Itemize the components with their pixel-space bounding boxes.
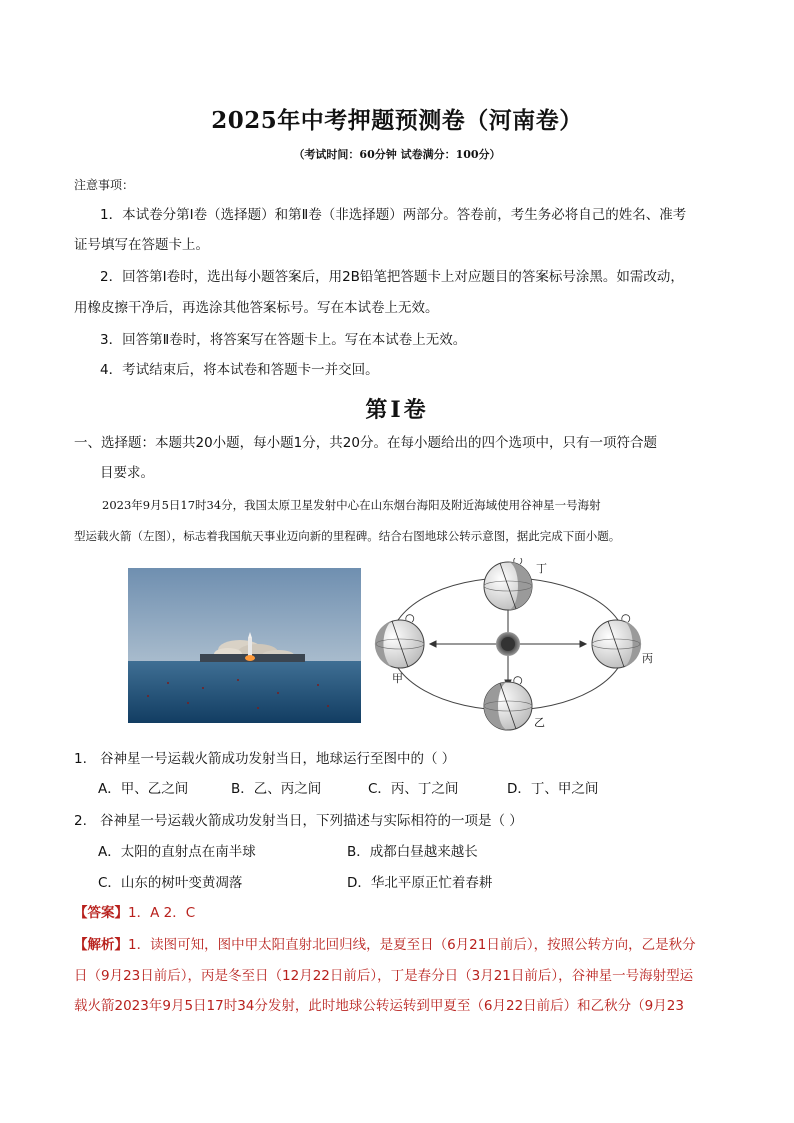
label-left: 甲 xyxy=(392,672,403,685)
question-stem: 谷神星一号运载火箭成功发射当日，地球运行至图中的（ ） xyxy=(100,751,456,767)
section-intro: 一、选择题：本题共20小题，每小题1分，共20分。在每小题给出的四个选项中，只有一项符合题 xyxy=(74,435,657,451)
label-right: 丙 xyxy=(642,652,653,665)
question-stem: 谷神星一号运载火箭成功发射当日，下列描述与实际相符的一项是（ ） xyxy=(100,813,523,829)
exam-info: （考试时间：60分钟 试卷满分：100分） xyxy=(293,148,501,161)
question-number: 1. xyxy=(74,751,87,767)
globe-right xyxy=(592,620,641,668)
notice-item: 1．本试卷分第Ⅰ卷（选择题）和第Ⅱ卷（非选择题）两部分。答卷前，考生务必将自己的姓名、准考 xyxy=(100,207,687,223)
globe-top xyxy=(484,562,532,610)
answer-block xyxy=(74,903,195,923)
option-b: B．成都白昼越来越长 xyxy=(347,844,478,860)
earth-orbit-diagram xyxy=(368,558,668,743)
answer-text: 1．A 2．C xyxy=(128,905,196,921)
label-top: 丁 xyxy=(536,562,547,575)
option-d: D．丁、甲之间 xyxy=(507,781,599,797)
notice-item: 4．考试结束后，将本试卷和答题卡一并交回。 xyxy=(100,362,379,378)
page-title: 2025年中考押题预测卷（河南卷） xyxy=(211,107,583,134)
question-number: 2. xyxy=(74,813,87,829)
section-intro: 目要求。 xyxy=(100,465,154,481)
notice-item: 2．回答第Ⅰ卷时，选出每小题答案后，用2B铅笔把答题卡上对应题目的答案标号涂黑。如需改动， xyxy=(100,269,684,285)
analysis-text: 1．读图可知，图中甲太阳直射北回归线，是夏至日（6月21日前后），按照公转方向，乙是秋分 xyxy=(128,937,696,953)
answer-label: 【答案】 xyxy=(74,905,128,921)
section-title: 第Ⅰ卷 xyxy=(365,397,429,423)
option-a: A．甲、乙之间 xyxy=(98,781,189,797)
option-d: D．华北平原正忙着春耕 xyxy=(347,875,493,891)
notice-item: 3．回答第Ⅱ卷时，将答案写在答题卡上。写在本试卷上无效。 xyxy=(100,332,467,348)
analysis-label: 【解析】 xyxy=(74,937,128,953)
notice-item: 用橡皮擦干净后，再选涂其他答案标号。写在本试卷上无效。 xyxy=(74,300,439,316)
analysis-line xyxy=(74,935,696,955)
option-b: B．乙、丙之间 xyxy=(231,781,322,797)
option-a: A．太阳的直射点在南半球 xyxy=(98,844,256,860)
sun-icon xyxy=(496,632,520,656)
notice-item: 证号填写在答题卡上。 xyxy=(74,237,209,253)
passage-text: 2023年9月5日17时34分，我国太原卫星发射中心在山东烟台海阳及附近海域使用谷神星一号海射 xyxy=(102,498,601,512)
analysis-line: 日（9月23日前后），丙是冬至日（12月22日前后），丁是春分日（3月21日前后），谷神星一号海射型运 xyxy=(74,968,694,984)
rocket-launch-photo xyxy=(128,568,361,723)
notice-heading: 注意事项： xyxy=(74,178,135,192)
passage-text: 型运载火箭（左图），标志着我国航天事业迈向新的里程碑。结合右图地球公转示意图，据此完成下面小题。 xyxy=(74,529,621,543)
option-c: C．山东的树叶变黄凋落 xyxy=(98,875,243,891)
globe-bottom xyxy=(484,682,532,730)
option-c: C．丙、丁之间 xyxy=(368,781,459,797)
analysis-line: 载火箭2023年9月5日17时34分发射，此时地球公转运转到甲夏至（6月22日前后）和乙秋分（9月23 xyxy=(74,998,684,1014)
label-bottom: 乙 xyxy=(534,716,545,729)
globe-left xyxy=(375,620,424,668)
